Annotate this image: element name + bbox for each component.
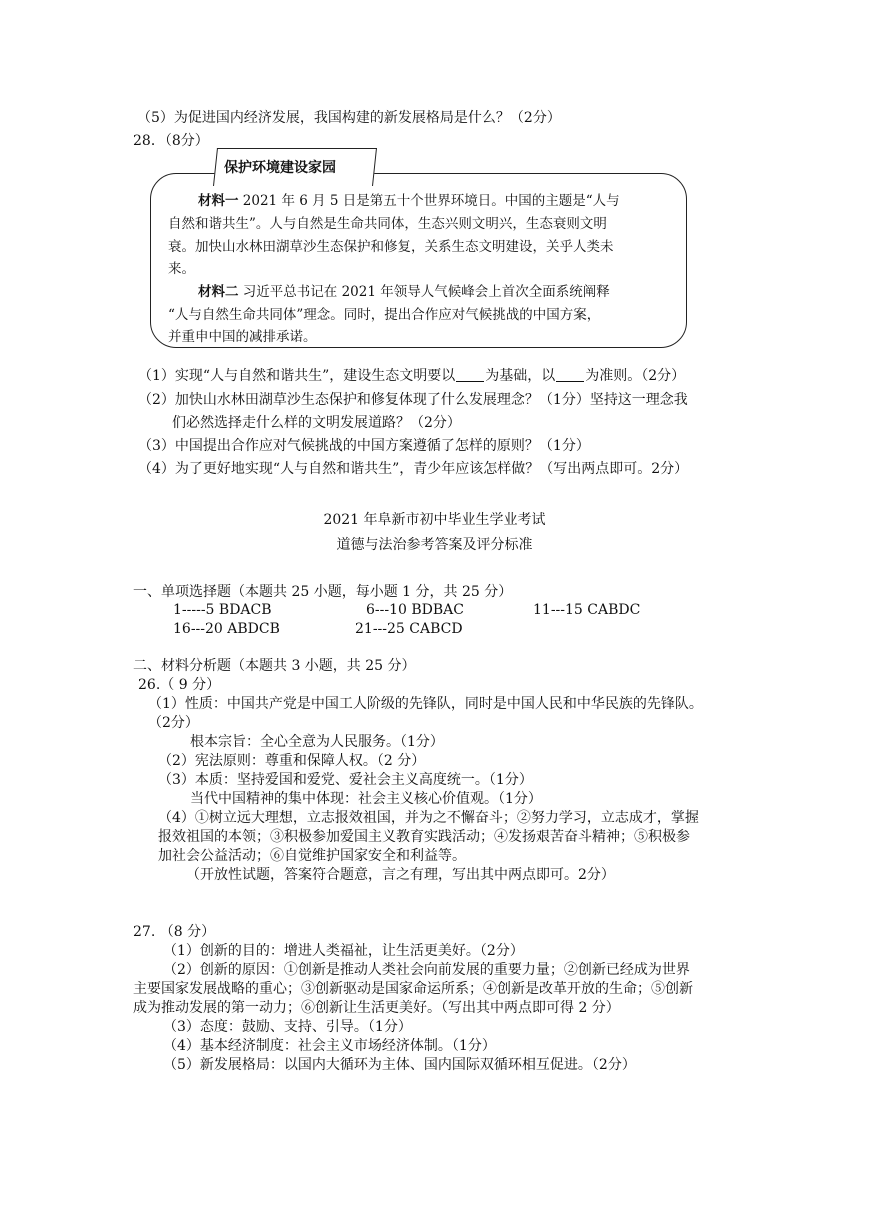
question-28-1 [138,366,685,386]
material-1-line-1 [198,190,620,212]
material-1-line-1-text: 2021 年 6 月 5 日是第五十个世界环境日。中国的主题是“人与 [238,193,620,209]
answer-27-1: （1）创新的目的：增进人类福祉，让生活更美好。（2分） [163,943,524,959]
material-2-line-1 [198,281,610,303]
question-28-4: （4）为了更好地实现“人与自然和谐共生”，青少年应该怎样做？（写出两点即可。2分） [138,461,689,477]
question-28-2-line-1: （2）加快山水林田湖草沙生态保护和修复体现了什么发展理念？（1分）坚持这一理念我 [138,392,688,408]
answer-26-4-line-3: 加社会公益活动；⑥自觉维护国家安全和利益等。 [158,848,466,864]
answer-26-3-line-2: 当代中国精神的集中体现：社会主义核心价值观。（1分） [190,791,542,807]
mcq-answers-1-5: 1-----5 BDACB [173,602,272,618]
question-28-1-part-c: 为准则。（2分） [585,368,686,384]
answer-27-3: （3）态度：鼓励、支持、引导。（1分） [163,1019,412,1035]
answer-blank-1[interactable] [456,367,484,382]
question-28-heading: 28．（8分） [133,133,209,149]
answer-27-heading: 27. （8 分） [133,924,216,940]
mcq-answers-6-10: 6---10 BDBAC [366,602,464,618]
answer-26-1-line-2: （2分） [148,715,199,731]
material-2-line-3: 并重申中国的减排承诺。 [168,329,317,345]
answer-title-2: 道德与法治参考答案及评分标准 [336,537,533,553]
answer-27-2-line-3: 成为推动发展的第一动力；⑥创新让生活更美好。（写出其中两点即可得 2 分） [133,1000,620,1016]
answer-26-4-line-4: （开放性试题，答案符合题意，言之有理，写出其中两点即可。2分） [186,867,615,883]
material-2-label: 材料二 [198,284,239,300]
question-28-3: （3）中国提出合作应对气候挑战的中国方案遵循了怎样的原则？（1分） [138,438,590,454]
section-2-heading: 二、材料分析题（本题共 3 小题，共 25 分） [133,658,416,674]
mcq-answers-11-15: 11---15 CABDC [533,602,641,618]
answer-27-5: （5）新发展格局：以国内大循环为主体、国内国际双循环相互促进。（2分） [163,1057,636,1073]
mcq-answers-16-20: 16---20 ABDCB [173,621,280,637]
answer-26-2: （2）宪法原则：尊重和保障人权。（2 分） [158,753,426,769]
answer-26-1-line-3: 根本宗旨：全心全意为人民服务。（1分） [190,734,444,750]
answer-26-3-line-1: （3）本质：坚持爱国和爱党、爱社会主义高度统一。（1分） [158,772,533,788]
answer-26-4-line-2: 报效祖国的本领；③积极参加爱国主义教育实践活动；④发扬艰苦奋斗精神；⑤积极参 [158,829,690,845]
material-1-line-4: 来。 [168,261,195,277]
question-28-1-part-b: 为基础，以 [485,368,556,384]
material-1-line-2: 自然和谐共生”。人与自然是生命共同体，生态兴则文明兴，生态衰则文明 [168,216,607,232]
answer-27-4: （4）基本经济制度：社会主义市场经济体制。（1分） [163,1038,496,1054]
material-1-line-3: 衰。加快山水林田湖草沙生态保护和修复，关系生态文明建设，关乎人类未 [168,239,614,255]
material-2-line-2: “人与自然生命共同体”理念。同时，提出合作应对气候挑战的中国方案， [168,307,601,323]
material-1-label: 材料一 [198,193,239,209]
mcq-answers-21-25: 21---25 CABCD [355,621,463,637]
answer-27-2-line-2: 主要国家发展战略的重心；③创新驱动是国家命运所系；④创新是改革开放的生命；⑤创新 [133,981,693,997]
material-2-line-1-text: 习近平总书记在 2021 年领导人气候峰会上首次全面系统阐释 [238,284,610,300]
question-5-text: （5）为促进国内经济发展，我国构建的新发展格局是什么？（2分） [137,110,561,126]
section-1-heading: 一、单项选择题（本题共 25 小题，每小题 1 分，共 25 分） [133,584,513,600]
question-28-1-part-a: （1）实现“人与自然和谐共生”，建设生态文明要以 [138,368,456,384]
answer-26-1-line-1: （1）性质：中国共产党是中国工人阶级的先锋队，同时是中国人民和中华民族的先锋队。 [148,696,703,712]
answer-blank-2[interactable] [556,367,584,382]
answer-26-4-line-1: （4）①树立远大理想，立志报效祖国，并为之不懈奋斗；②努力学习，立志成才，掌握 [158,810,699,826]
answer-title-1: 2021 年阜新市初中毕业生学业考试 [323,512,546,528]
answer-27-2-line-1: （2）创新的原因：①创新是推动人类社会向前发展的重要力量；②创新已经成为世界 [163,962,690,978]
question-28-2-line-2: 们必然选择走什么样的文明发展道路？（2分） [172,415,461,431]
answer-26-heading: 26.（ 9 分） [138,677,221,693]
material-tab-title: 保护环境建设家园 [224,160,336,176]
